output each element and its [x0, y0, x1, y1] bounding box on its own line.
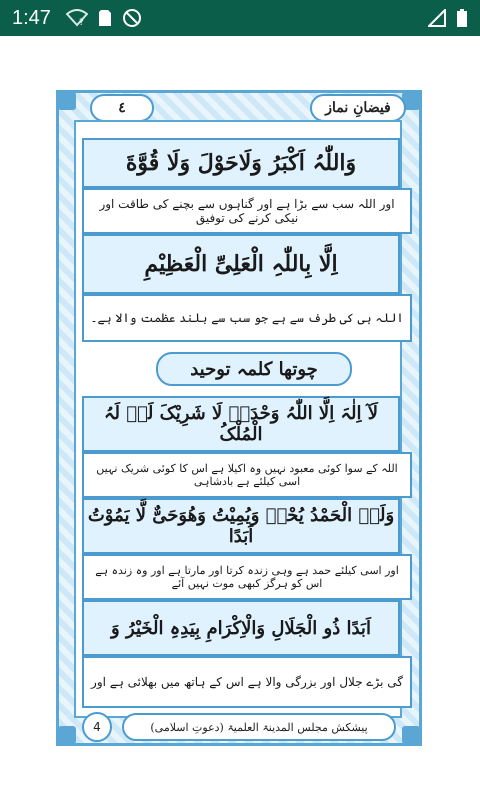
status-icons-left	[66, 8, 142, 32]
corner-ornament	[402, 726, 420, 744]
status-icons-right	[428, 8, 468, 32]
footer-page-number: 4	[82, 712, 112, 742]
corner-ornament	[58, 92, 76, 110]
status-time: 1:47	[12, 7, 51, 29]
header-book-title: فیضانِ نماز	[310, 94, 406, 122]
wifi-question-icon	[66, 9, 88, 31]
battery-icon	[456, 8, 468, 32]
corner-ornament	[58, 726, 76, 744]
status-bar	[0, 0, 480, 36]
arabic-line-1: وَاللّٰہُ اَکْبَرُ وَلَاحَوْلَ وَلَا قُوَّةَ	[82, 138, 400, 188]
arabic-line-3: لَآ اِلٰہَ اِلَّا اللّٰہُ وَحْدَہٗ لَا شَرِیْکَ لَہٗ لَہُ الْمُلْکُ	[82, 396, 400, 452]
footer-publisher: پیشکش مجلس المدینۃ العلمیۃ (دعوتِ اسلامی)	[122, 713, 396, 741]
arabic-line-4: وَلَہُ الْحَمْدُ یُحْیٖ وَیُمِیْتُ وَھُوَحَیٌّ لَّا یَمُوْتُ اَبَدًا	[82, 498, 400, 554]
signal-icon	[428, 9, 446, 31]
do-not-disturb-icon	[122, 8, 142, 32]
urdu-translation-3: اللہ کے سوا کوئی معبود نہیں وہ اکیلا ہے اس کا کوئی شریک نہیں اسی کیلئے ہے بادشاہی	[82, 452, 412, 498]
urdu-translation-4: اور اسی کیلئے حمد ہے وہی زندہ کرتا اور مارتا ہے اور وہ زندہ ہے اس کو ہرگز کبھی موت نہیں آئے	[82, 554, 412, 600]
urdu-translation-5: گی بڑے جلال اور بزرگی والا ہے اس کے ہاتھ میں بھلائی ہے اور	[82, 656, 412, 708]
sim-card-icon	[98, 9, 112, 31]
urdu-translation-1: اور اللہ سب سے بڑا ہے اور گناہوں سے بچنے کی طاقت اور نیکی کرنے کی توفیق	[82, 188, 412, 234]
header-page-number: ٤	[90, 94, 154, 122]
page-footer	[82, 712, 396, 742]
section-title-kalimah: چوتھا کلمہ توحید	[156, 352, 352, 386]
book-page	[56, 90, 422, 746]
urdu-translation-2: اللہ ہی کی طرف سے ہے جو سب سے بلند عظمت والا ہے۔	[82, 294, 412, 342]
svg-text:?: ?	[79, 18, 84, 27]
arabic-line-2: اِلَّا بِاللّٰہِ الْعَلِیِّ الْعَظِیْمِ	[82, 234, 400, 294]
arabic-line-5: اَبَدًا ذُو الْجَلَالِ وَالْاِکْرَامِ بِیَدِہِ الْخَیْرُ وَ	[82, 600, 400, 656]
